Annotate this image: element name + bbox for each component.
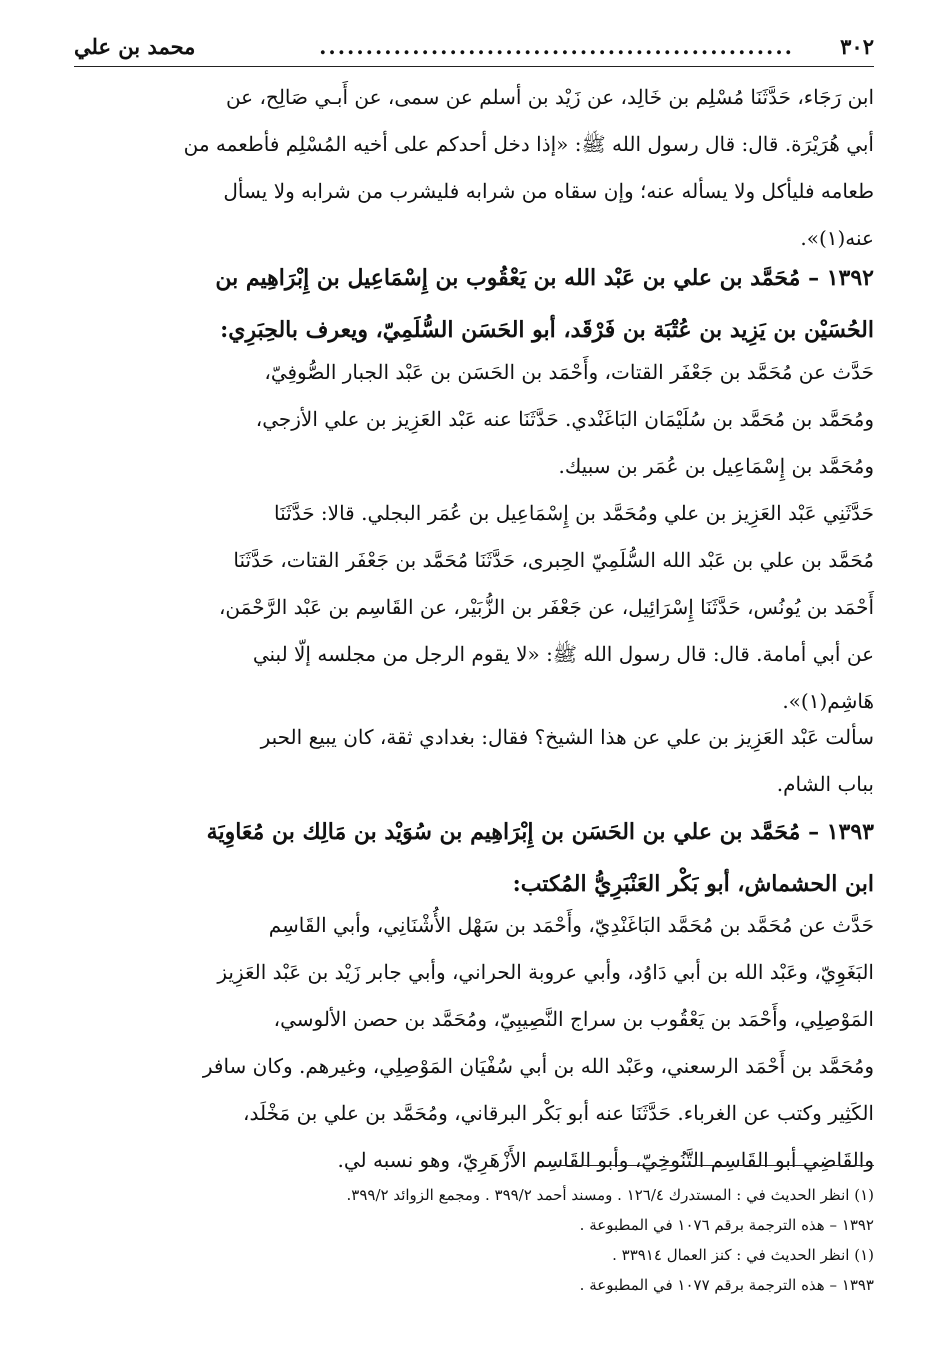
page-number: ٣٠٢: [840, 34, 874, 59]
text-line: المَوْصِلِي، وأَحْمَد بن يَعْقُوب بن سراج النَّصِيبِيّ، ومُحَمَّد بن حصن الألوسي،: [273, 1007, 874, 1031]
text-line: سألت عَبْد العَزِيز بن علي عن هذا الشيخ؟ فقال: بغدادي ثقة، كان يبيع الحبر: [260, 725, 874, 749]
footnote: (١) انظر الحديث في : المستدرك ١٢٦/٤ . ومسند أحمد ٣٩٩/٢ . ومجمع الزوائد ٣٩٩/٢.: [346, 1186, 874, 1204]
heading-line: ابن الحشماش، أبو بَكْر العَنْبَرِيُّ المُكتب:: [512, 871, 874, 897]
text-line: حَدَّثَنِي عَبْد العَزِيز بن علي ومُحَمَّد بن إِسْمَاعِيل بن عُمَر البجلي. قالا: حَدَّثَنَا: [274, 501, 874, 525]
entry-1392-heading: [74, 252, 874, 356]
heading-line: ١٣٩٢ – مُحَمَّد بن علي بن عَبْد الله بن يَعْقُوب بن إِسْمَاعِيل بن إِبْرَاهِيم بن: [215, 265, 874, 291]
entry-1392-paragraph-a: [74, 349, 874, 490]
heading-line: الحُسَيْن بن يَزِيد بن عُتْبَة بن فَرْقَد، أبو الحَسَن السُّلَمِيّ، ويعرف بالحِبَرِي:: [220, 317, 874, 343]
text-line: والقَاضِي أبو القَاسِم التَّنُوخِيّ، وأبو القَاسِم الأَزْهَرِيّ، وهو نسبه لي.: [337, 1148, 874, 1172]
text-line: حَدَّث عن مُحَمَّد بن مُحَمَّد البَاغَنْدِيّ، وأَحْمَد بن سَهْل الأُشْنَانِي، وأبي القَاسِم: [268, 913, 874, 937]
entry-1392-paragraph-b: [74, 490, 874, 725]
text-line: ومُحَمَّد بن مُحَمَّد بن سُلَيْمَان البَاغَنْدي. حَدَّثَنَا عنه عَبْد العَزِيز بن علي الأزجي،: [255, 407, 874, 431]
text-line: عنه(١)».: [800, 226, 874, 250]
running-header: [74, 30, 874, 67]
text-line: أَحْمَد بن يُونُس، حَدَّثَنَا إِسْرَائِيل، عن جَعْفَر بن الزُّبَيْر، عن القَاسِم بن عَبْد الرَّحْمَن،: [218, 595, 874, 619]
text-line: ابن رَجَاء، حَدَّثَنَا مُسْلِم بن خَالِد، عن زَيْد بن أسلم عن سمى، عن أَبـي صَالِح، عن: [225, 85, 874, 109]
text-line: مُحَمَّد بن علي بن عَبْد الله السُّلَمِيّ الحِبرى، حَدَّثَنَا مُحَمَّد بن جَعْفَر القتات، حَدَّثَنَا: [233, 548, 874, 572]
footnote-divider: [544, 1165, 874, 1166]
text-line: ومُحَمَّد بن إِسْمَاعِيل بن عُمَر بن سبيك.: [558, 454, 874, 478]
footnotes: [74, 1180, 874, 1300]
text-line: أبي هُرَيْرَة. قال: قال رسول الله ﷺ: «إذا دخل أحدكم على أخيه المُسْلِم فأطعمه من: [183, 132, 874, 156]
entry-1393-paragraph-a: [74, 902, 874, 1184]
text-line: بباب الشام.: [776, 772, 874, 796]
footnote: (١) انظر الحديث في : كنز العمال ٣٣٩١٤ .: [612, 1246, 874, 1264]
text-line: طعامه فليأكل ولا يسأله عنه؛ وإن سقاه من شرابه فليشرب من شرابه ولا يسأل: [223, 179, 874, 203]
entry-1392-paragraph-c: [74, 714, 874, 808]
text-line: عن أبي أمامة. قال: قال رسول الله ﷺ: «لا يقوم الرجل من مجلسه إلّا لبني: [252, 642, 874, 666]
heading-line: ١٣٩٣ – مُحَمَّد بن علي بن الحَسَن بن إِبْرَاهِيم بن سُوَيْد بن مَالِك بن مُعَاوِيَة: [206, 819, 874, 845]
running-title: محمد بن علي: [74, 34, 196, 59]
text-line: هَاشِم(١)».: [782, 689, 874, 713]
text-line: حَدَّث عن مُحَمَّد بن جَعْفَر القتات، وأَحْمَد بن الحَسَن بن عَبْد الجبار الصُّوفِيّ،: [264, 360, 874, 384]
text-line: ومُحَمَّد بن أَحْمَد الرسعني، وعَبْد الله بن أبي سُفْيَان المَوْصِلِي، وغيرهم. وكان سافر: [202, 1054, 874, 1078]
footnote: ١٣٩٣ – هذه الترجمة برقم ١٠٧٧ في المطبوعة .: [579, 1276, 874, 1294]
text-line: الكَثِير وكتب عن الغرباء. حَدَّثَنَا عنه أبو بَكْر البرقاني، ومُحَمَّد بن علي بن مَخْلَد،: [243, 1101, 874, 1125]
paragraph-hadith-1: [74, 74, 874, 262]
entry-1393-heading: [74, 806, 874, 910]
header-leader-dots: ...................................................: [319, 34, 794, 59]
footnote: ١٣٩٢ – هذه الترجمة برقم ١٠٧٦ في المطبوعة .: [579, 1216, 874, 1234]
text-line: البَغَوِيّ، وعَبْد الله بن أبي دَاوُد، وأبي عروبة الحراني، وأبي جابر زَيْد بن عَبْد العَزِيز: [217, 960, 874, 984]
